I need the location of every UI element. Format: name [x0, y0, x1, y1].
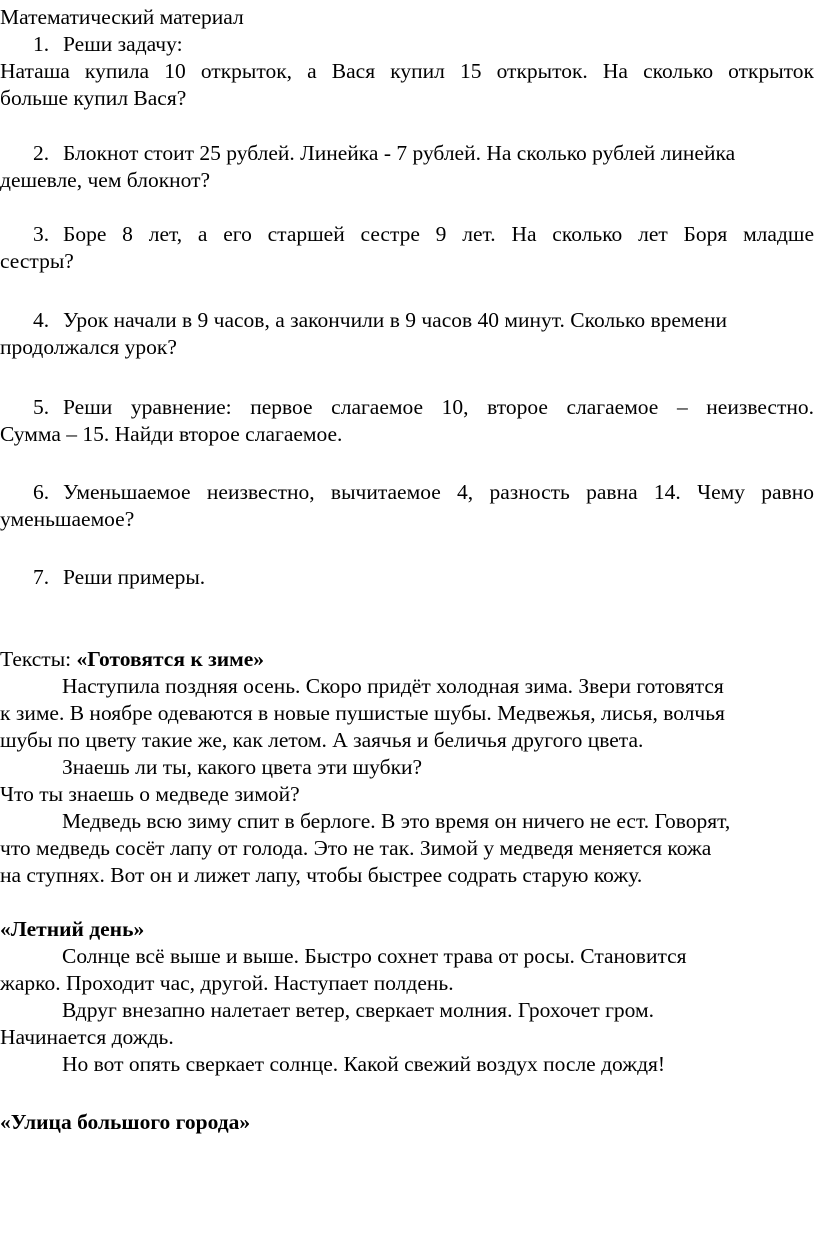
problem-4-text: Урок начали в 9 часов, а закончили в 9 часов 40 минут. Сколько времени [63, 308, 728, 332]
problem-2-number: 2. [33, 141, 50, 165]
story-1-line-2: к зиме. В ноябре одеваются в новые пушистые шубы. Медвежья, лисья, волчья [0, 701, 725, 725]
problem-3-line-1 [33, 221, 814, 247]
problem-5-text: Реши уравнение: первое слагаемое 10, второе слагаемое – неизвестно. [63, 395, 814, 419]
problem-1-number: 1. [33, 32, 50, 56]
problem-2-text: Блокнот стоит 25 рублей. Линейка - 7 рублей. На сколько рублей линейка [63, 141, 736, 165]
problem-6-number: 6. [33, 480, 50, 504]
problem-1-lead-text: Реши задачу: [63, 32, 183, 56]
problem-3-text: Боре 8 лет, а его старшей сестре 9 лет. На сколько лет Боря младше [63, 222, 814, 246]
problem-5-line-2: Сумма – 15. Найди второе слагаемое. [0, 422, 343, 446]
problem-3-line-2: сестры? [0, 249, 74, 273]
problem-4-line-2: продолжался урок? [0, 335, 177, 359]
story-1-line-8: на ступнях. Вот он и лижет лапу, чтобы быстрее содрать старую кожу. [0, 863, 643, 887]
problem-5-line-1 [33, 394, 814, 420]
problem-4-number: 4. [33, 308, 50, 332]
story-1-line-1: Наступила поздняя осень. Скоро придёт холодная зима. Звери готовятся [62, 674, 724, 698]
problem-6-text: Уменьшаемое неизвестно, вычитаемое 4, разность равна 14. Чему равно [63, 480, 814, 504]
problem-2-line-1 [33, 140, 735, 166]
problem-4-line-1 [33, 307, 727, 333]
story-2-line-3: Вдруг внезапно налетает ветер, сверкает молния. Грохочет гром. [62, 998, 655, 1022]
problem-1-line-2: больше купил Вася? [0, 86, 187, 110]
problem-1-line-1: Наташа купила 10 открыток, а Вася купил 15 открыток. На сколько открыток [0, 59, 814, 83]
problem-5-number: 5. [33, 395, 50, 419]
story-2-line-1: Солнце всё выше и выше. Быстро сохнет трава от росы. Становится [62, 944, 687, 968]
story-1-line-3: шубы по цвету такие же, как летом. А заячья и беличья другого цвета. [0, 728, 644, 752]
problem-7-line-1 [33, 564, 205, 590]
problem-7-text: Реши примеры. [63, 565, 206, 589]
story-1-line-7: что медведь сосёт лапу от голода. Это не так. Зимой у медведя меняется кожа [0, 836, 712, 860]
texts-prefix: Тексты: [0, 647, 77, 671]
problem-3-number: 3. [33, 222, 50, 246]
story-3-title: «Улица большого города» [0, 1110, 251, 1134]
problem-7-number: 7. [33, 565, 50, 589]
story-2-line-2: жарко. Проходит час, другой. Наступает полдень. [0, 971, 454, 995]
story-1-title: «Готовятся к зиме» [76, 647, 265, 671]
story-1-line-5: Что ты знаешь о медведе зимой? [0, 782, 300, 806]
math-heading: Математический материал [0, 5, 244, 29]
problem-6-line-2: уменьшаемое? [0, 507, 135, 531]
story-2-line-4: Начинается дождь. [0, 1025, 174, 1049]
story-2-title: «Летний день» [0, 917, 145, 941]
problem-2-line-2: дешевле, чем блокнот? [0, 168, 211, 192]
story-1-line-6: Медведь всю зиму спит в берлоге. В это время он ничего не ест. Говорят, [62, 809, 731, 833]
story-1-line-4: Знаешь ли ты, какого цвета эти шубки? [62, 755, 423, 779]
problem-1-lead [33, 31, 183, 57]
story-2-line-5: Но вот опять сверкает солнце. Какой свежий воздух после дождя! [62, 1052, 666, 1076]
problem-6-line-1 [33, 479, 814, 505]
texts-heading [0, 646, 264, 672]
